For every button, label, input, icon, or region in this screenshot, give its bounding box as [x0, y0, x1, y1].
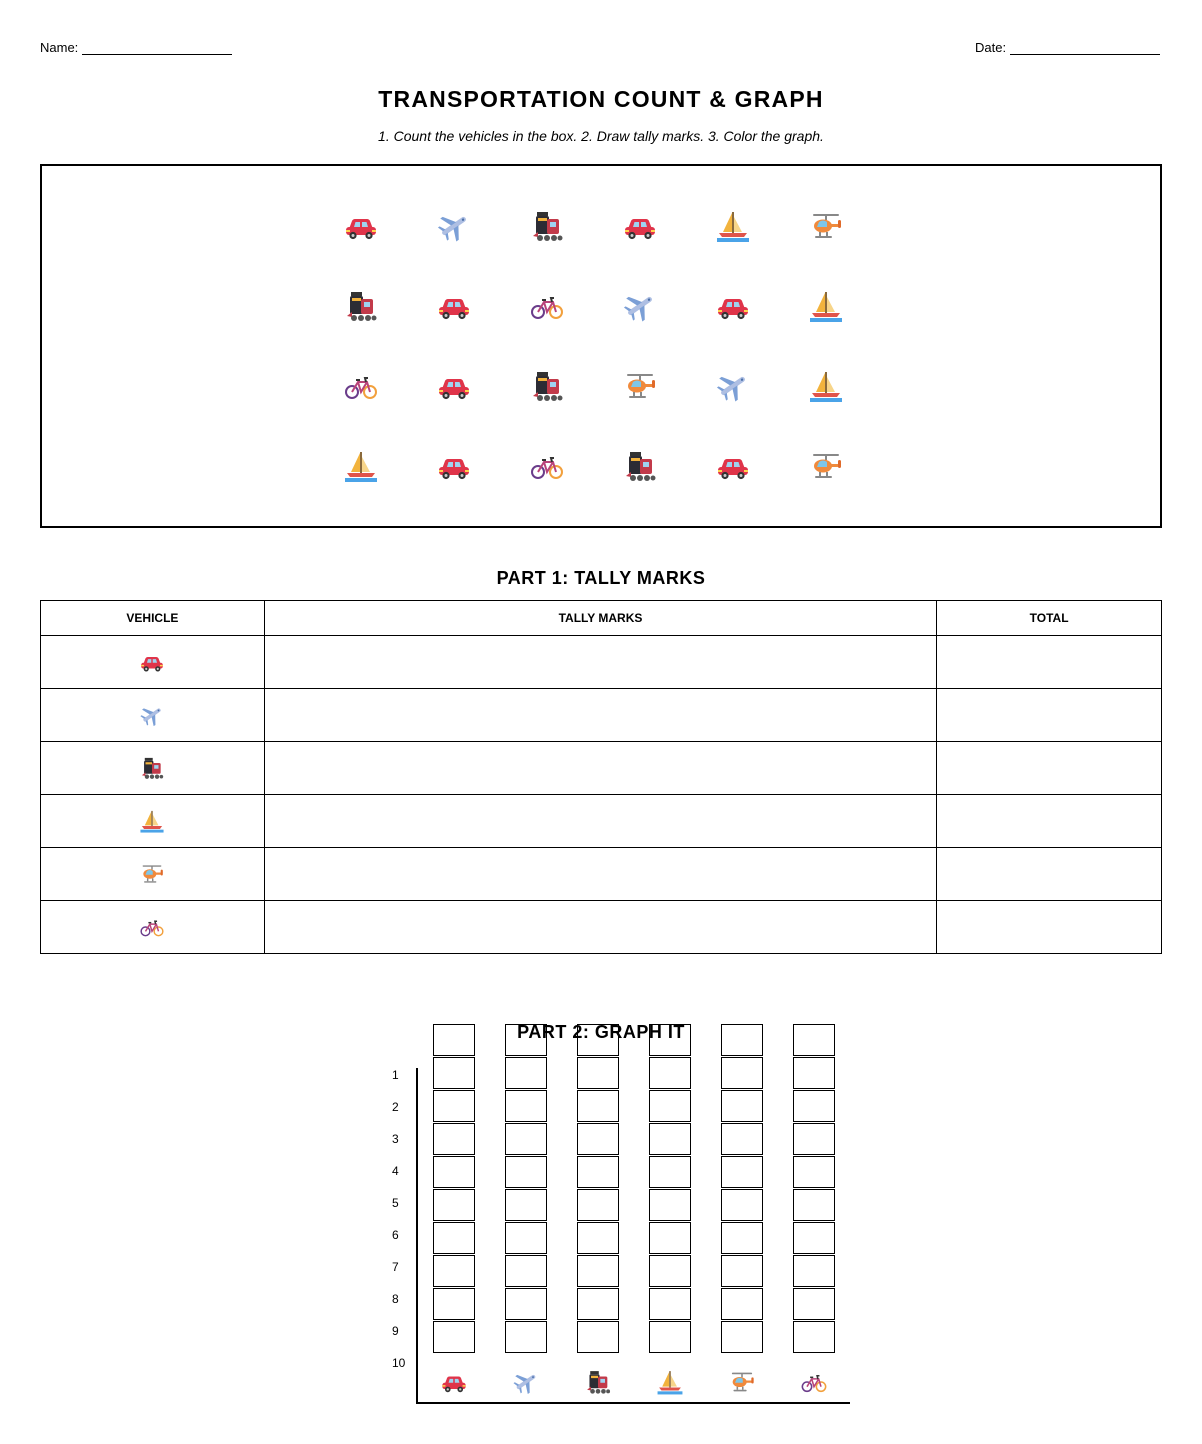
y-axis-label: 7	[392, 1260, 399, 1274]
train-icon	[584, 1368, 612, 1401]
tally-header-row	[41, 601, 1162, 636]
car-icon	[715, 288, 751, 368]
graph-cell[interactable]	[505, 1255, 547, 1287]
train-icon	[41, 755, 264, 781]
bicycle-icon	[343, 368, 379, 448]
graph-cell[interactable]	[793, 1090, 835, 1122]
graph-cell[interactable]	[721, 1057, 763, 1089]
total-cell[interactable]	[937, 901, 1162, 954]
graph-cell[interactable]	[649, 1123, 691, 1155]
vehicle-cell	[41, 636, 265, 689]
graph-cell[interactable]	[721, 1189, 763, 1221]
helicopter-icon	[622, 368, 658, 448]
graph-cell[interactable]	[433, 1288, 475, 1320]
train-icon	[343, 288, 379, 368]
vehicle-cell	[41, 742, 265, 795]
graph-cell[interactable]	[649, 1321, 691, 1353]
car-icon	[440, 1368, 468, 1401]
graph-cell[interactable]	[721, 1156, 763, 1188]
graph-cell[interactable]	[793, 1189, 835, 1221]
vehicle-cell	[715, 208, 808, 288]
y-axis-label: 9	[392, 1324, 399, 1338]
tally-marks-cell[interactable]	[264, 795, 936, 848]
tally-header: TALLY MARKS	[264, 601, 936, 636]
car-icon	[41, 649, 264, 675]
tally-marks-cell[interactable]	[264, 689, 936, 742]
x-axis-line	[416, 1402, 850, 1404]
tally-row	[41, 795, 1162, 848]
vehicle-cell	[41, 689, 265, 742]
car-icon	[436, 368, 472, 448]
graph-cell[interactable]	[577, 1288, 619, 1320]
car-icon	[622, 208, 658, 288]
vehicle-cell	[715, 368, 808, 448]
bicycle-icon	[529, 288, 565, 368]
graph-cell[interactable]	[649, 1090, 691, 1122]
date-field[interactable]	[975, 40, 1160, 55]
vehicle-cell	[343, 288, 436, 368]
graph-cell[interactable]	[721, 1123, 763, 1155]
graph-cell[interactable]	[649, 1156, 691, 1188]
date-line[interactable]	[1010, 43, 1160, 55]
car-icon	[436, 288, 472, 368]
sailboat-icon	[41, 808, 264, 834]
graph-cell[interactable]	[721, 1222, 763, 1254]
vehicle-cell	[436, 368, 529, 448]
vehicle-cell	[343, 368, 436, 448]
vehicle-cell	[529, 368, 622, 448]
graph-column	[433, 1024, 475, 1354]
graph-cell[interactable]	[433, 1090, 475, 1122]
vehicle-cell	[808, 288, 901, 368]
graph-cell[interactable]	[793, 1222, 835, 1254]
y-axis-label: 1	[392, 1068, 399, 1082]
tally-body	[41, 636, 1162, 954]
graph-cell[interactable]	[649, 1288, 691, 1320]
helicopter-icon	[808, 448, 844, 528]
graph-cell[interactable]	[577, 1321, 619, 1353]
graph-column-icon	[433, 1368, 475, 1401]
graph-cell[interactable]	[505, 1189, 547, 1221]
graph-cell[interactable]	[577, 1057, 619, 1089]
name-line[interactable]	[82, 43, 232, 55]
total-cell[interactable]	[937, 795, 1162, 848]
name-field[interactable]	[40, 40, 232, 55]
graph-cell[interactable]	[793, 1255, 835, 1287]
vehicle-cell	[808, 368, 901, 448]
y-axis-label: 5	[392, 1196, 399, 1210]
graph-cell[interactable]	[721, 1321, 763, 1353]
graph-cell[interactable]	[433, 1156, 475, 1188]
part1-title: PART 1: TALLY MARKS	[496, 568, 706, 588]
graph-cell[interactable]	[721, 1090, 763, 1122]
graph-cell[interactable]	[505, 1090, 547, 1122]
y-axis-label: 8	[392, 1292, 399, 1306]
graph-cell[interactable]	[721, 1255, 763, 1287]
graph-cell[interactable]	[649, 1222, 691, 1254]
graph-cell[interactable]	[505, 1321, 547, 1353]
sailboat-icon	[343, 448, 379, 528]
helicopter-icon	[808, 208, 844, 288]
sailboat-icon	[715, 208, 751, 288]
graph-column	[721, 1024, 763, 1354]
date-label: Date:	[975, 40, 1007, 55]
graph-cell[interactable]	[793, 1123, 835, 1155]
vehicle-grid	[343, 208, 901, 528]
vehicle-cell	[808, 448, 901, 528]
graph-cell[interactable]	[433, 1057, 475, 1089]
vehicle-cell	[622, 208, 715, 288]
y-axis-label: 4	[392, 1164, 399, 1178]
tally-row	[41, 901, 1162, 954]
tally-row	[41, 848, 1162, 901]
graph-column-icon	[505, 1368, 547, 1401]
graph-column-icon	[649, 1368, 691, 1401]
total-cell[interactable]	[937, 689, 1162, 742]
picture-graph	[380, 1020, 860, 1410]
train-icon	[529, 208, 565, 288]
graph-column-icon	[793, 1368, 835, 1401]
train-icon	[622, 448, 658, 528]
graph-column-icon	[577, 1368, 619, 1401]
train-icon	[529, 368, 565, 448]
tally-marks-cell[interactable]	[264, 901, 936, 954]
vehicle-cell	[436, 288, 529, 368]
vehicle-cell	[529, 448, 622, 528]
tally-row	[41, 742, 1162, 795]
graph-cell[interactable]	[505, 1123, 547, 1155]
graph-cell[interactable]	[577, 1189, 619, 1221]
vehicle-header: VEHICLE	[41, 601, 265, 636]
graph-column	[505, 1024, 547, 1354]
vehicle-cell	[41, 901, 265, 954]
graph-cell[interactable]	[649, 1255, 691, 1287]
vehicle-cell	[529, 208, 622, 288]
airplane-icon	[715, 368, 751, 448]
vehicle-cell	[622, 448, 715, 528]
tally-marks-cell[interactable]	[264, 636, 936, 689]
sailboat-icon	[808, 288, 844, 368]
tally-marks-cell[interactable]	[264, 848, 936, 901]
graph-cell[interactable]	[433, 1222, 475, 1254]
tally-row	[41, 689, 1162, 742]
tally-table	[40, 600, 1162, 954]
graph-cell[interactable]	[577, 1222, 619, 1254]
graph-cell[interactable]	[505, 1222, 547, 1254]
graph-cell[interactable]	[793, 1321, 835, 1353]
y-axis-line	[416, 1068, 418, 1404]
graph-cell[interactable]	[793, 1057, 835, 1089]
worksheet-title: TRANSPORTATION COUNT & GRAPH	[378, 86, 824, 112]
vehicle-cell	[715, 288, 808, 368]
vehicle-cell	[436, 448, 529, 528]
y-axis-label: 10	[392, 1356, 406, 1370]
car-icon	[715, 448, 751, 528]
vehicle-cell	[436, 208, 529, 288]
airplane-icon	[436, 208, 472, 288]
vehicle-cell	[41, 848, 265, 901]
bicycle-icon	[529, 448, 565, 528]
graph-cell[interactable]	[505, 1057, 547, 1089]
tally-marks-cell[interactable]	[264, 742, 936, 795]
graph-column	[577, 1024, 619, 1354]
vehicle-cell	[343, 208, 436, 288]
total-header: TOTAL	[937, 601, 1162, 636]
graph-cell[interactable]	[721, 1288, 763, 1320]
graph-cell[interactable]	[649, 1057, 691, 1089]
graph-cell[interactable]	[433, 1189, 475, 1221]
airplane-icon	[622, 288, 658, 368]
graph-column	[793, 1024, 835, 1354]
graph-cell[interactable]	[505, 1288, 547, 1320]
car-icon	[436, 448, 472, 528]
graph-cell[interactable]	[577, 1123, 619, 1155]
graph-cell[interactable]	[793, 1156, 835, 1188]
graph-cell[interactable]	[505, 1156, 547, 1188]
y-axis-label: 6	[392, 1228, 399, 1242]
graph-cell[interactable]	[433, 1255, 475, 1287]
helicopter-icon	[728, 1368, 756, 1401]
total-cell[interactable]	[937, 742, 1162, 795]
graph-cell[interactable]	[577, 1090, 619, 1122]
airplane-icon	[41, 702, 264, 728]
graph-column-icon	[721, 1368, 763, 1401]
vehicle-cell	[808, 208, 901, 288]
sailboat-icon	[808, 368, 844, 448]
total-cell[interactable]	[937, 636, 1162, 689]
vehicle-cell	[622, 368, 715, 448]
graph-cell[interactable]	[793, 1288, 835, 1320]
bicycle-icon	[41, 914, 264, 940]
airplane-icon	[512, 1368, 540, 1401]
graph-cell[interactable]	[433, 1321, 475, 1353]
graph-cell[interactable]	[577, 1156, 619, 1188]
vehicle-cell	[343, 448, 436, 528]
tally-row	[41, 636, 1162, 689]
y-axis-label: 3	[392, 1132, 399, 1146]
sailboat-icon	[656, 1368, 684, 1401]
total-cell[interactable]	[937, 848, 1162, 901]
vehicle-cell	[715, 448, 808, 528]
graph-cell[interactable]	[433, 1123, 475, 1155]
graph-cell[interactable]	[649, 1189, 691, 1221]
vehicle-cell	[622, 288, 715, 368]
instructions: 1. Count the vehicles in the box. 2. Draw tally marks. 3. Color the graph.	[378, 128, 824, 144]
graph-cell[interactable]	[577, 1255, 619, 1287]
graph-column	[649, 1024, 691, 1354]
car-icon	[343, 208, 379, 288]
vehicle-cell	[529, 288, 622, 368]
y-axis-label: 2	[392, 1100, 399, 1114]
vehicle-box	[40, 164, 1162, 528]
vehicle-cell	[41, 795, 265, 848]
part2-title: PART 2: GRAPH IT	[517, 1022, 685, 1042]
name-label: Name:	[40, 40, 79, 55]
bicycle-icon	[800, 1368, 828, 1401]
helicopter-icon	[41, 861, 264, 887]
